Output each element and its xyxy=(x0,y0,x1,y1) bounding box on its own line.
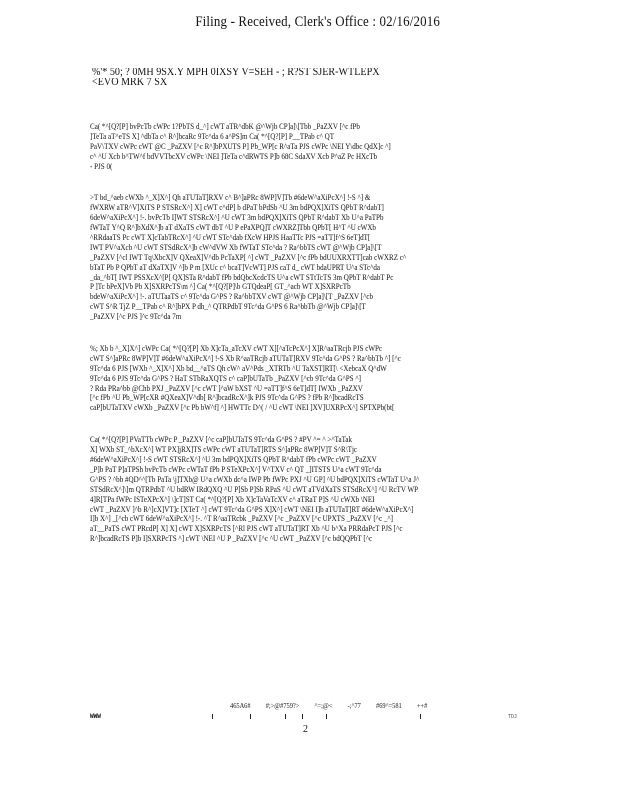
footer-tick xyxy=(326,714,327,719)
body-line: R^]bcadRcTS P]b I]SXRPcTS ^] cWT \NEI ^U P _PaZXV [^c ^U cWT _PaZXV [^c bdQQPbT [^c xyxy=(90,534,373,544)
footer-code: #;>@#759?> xyxy=(265,701,300,710)
footer-tick xyxy=(250,714,251,719)
body-line: ^RRdaaTS Pc cWT X]cTabTRcX^] ^U cWT STc^dab fXcW HPJS HaaTTc PJS =aTT]f^S 6eT]dT[ xyxy=(90,233,371,243)
body-line: X] WXb ST_^bXcX^] WT PX]jRX]TS cWPc cWT aTUTaT]RTS S^]aPRc 8WP]V]T S^R\Tjc xyxy=(90,445,358,455)
body-line: ? Rda PRa^bb @Chb PXJ _PaZXV [^c cWT ]^aW bXST ^U =aTT]f^S 6eT]dT[ IWXb _PaZXV xyxy=(90,383,363,393)
body-line: cWT S^R TjZ P__TPab c^ R^]bPX P dh_^ QTRPdbT 9Tc^da G^PS 6 Ra^bbTb @^Wjb CP]a]\[T xyxy=(90,302,366,312)
body-line: 6deW^aXiPcX^] !-. bvPcTb I]WT STSRcX^] ^U cWT 3m bdPQX]XiTS QPbT R^dabT Xb U^a PaTPb xyxy=(90,213,384,223)
footer-code: ^=;@< xyxy=(314,701,333,710)
body-line: Ca( *^[Q?[P] bvPcTb cWPc 1?PbTS d_^] cWT aTR^dbK @^Wjb CP]a]\[Tbb _PaZXV [^c fPb xyxy=(90,122,360,131)
body-line: _PaZXV [^c PJS ]^c 9Tc^da 7m xyxy=(90,312,182,322)
body-line: 4]R[TPa fWPc ISTeXPcX^] \]cT]ST Ca( *^[Q?[P] Xb X]cTaVaTcXV c^ aTRaT P]S ^U cWXb \NEI xyxy=(90,494,375,504)
body-line: _PaZXV [^cl IWT Tq\XbcX]V QXeaX]V^db PcTaXP[ ^] cWT _PaZXV [^c fPb bdUUXRXTT]cab cWXRZ c^ xyxy=(90,252,407,262)
footer-left-mark: WWW xyxy=(90,713,101,720)
body-line: cWT S^]aPRc 8WP]V]T #6deW^aXiPcX^] !-S Xb R^aaTRcjb aTUTaT]RXV 9Tc^da G^PS ? Ra^bbTb ^] [^c xyxy=(90,353,401,363)
body-line: caP]bUTaTXV cWXb _PaZXV [^c Pb bW^f] ^] HWTTc D^( / ^U cWT \NEI ]XV]UXRPcX^] SPTXPb(bt[ xyxy=(90,403,395,413)
footer-code: #69^=581 xyxy=(376,701,402,710)
body-line: Ca( *^[Q?[P] PVaTTb cWPc P _PaZXV [^c caP]bUTaTS 9Tc^da G^PS ? #PV ^= ^ >^TaTak xyxy=(90,435,353,445)
body-line: IWT PV^aXcb ^U cWT STSdRcX^]b cW^dVW Xb fWTaT STc^da ? Ra^bbTS cWT @^Wjb CP]a]\[T xyxy=(90,242,382,252)
body-line: aT__PaTS cWT PRcdP[ X] X] cWT X]SXRPcTS [^Rl PJS cWT aTUTaT]RT Xb ^U b^Xa PRRdaPcT PJS [^c xyxy=(90,524,403,534)
body-paragraph xyxy=(90,122,554,171)
footer-codes xyxy=(230,701,553,710)
body-line: fWTaT Y^Q R^]bXdX^]b aT dXaTS cWT dbT ^U P ePaXPQ]T cWXRZ]Tbb QPbT[ H^T ^U cWXb xyxy=(90,223,376,233)
body-line: _P]b PaT P]aTPSh bvPcTb cWPc cWTaT fPb P STeXPcX^] V^TXV c^ QT _]ITSTS U^a cWT 9Tc^da xyxy=(90,464,382,474)
footer-tick xyxy=(420,714,421,719)
body-line: 9Tc^da 6 PJS [WXb ^_X]X^] Xb bd__^aTS Qh cW^ aV^Pds _XTRTb ^U TaXST]RT[\ <XebcaX Q^dW xyxy=(90,363,387,373)
body-line: _da_^bT[ IWT PSSXcX^[P[ QX]STa R^dabT fPb bdQbcXcdcTS U^a cWT STtTcTS 3m QPbT R^dabT Pc xyxy=(90,272,394,282)
heading-line-2: <EVO MRK 7 SX xyxy=(92,77,168,88)
body-line: cWT _PaZXV ]^b R^]cX]VT]c [XTeT ^] cWT 9Tc^da G^PS X]X^] cWT \NEI I]b aTUTaT]RT #6deW^aXiPcX^] xyxy=(90,504,414,514)
footer-tick xyxy=(285,714,286,719)
body-paragraph xyxy=(90,435,554,544)
footer-right-mark: TDJ xyxy=(508,714,518,720)
body-paragraph xyxy=(90,344,554,413)
body-line: #6deW^aXiPcX^] !-S cWT STSRcX^] ^U 3m bdPQX]XiTS QPbT R^dabT fPb cWPc cWT _PaZXV xyxy=(90,455,377,465)
section-heading xyxy=(92,68,532,88)
footer-code: -;^77 xyxy=(347,701,361,710)
filing-header: Filing - Received, Clerk's Office : 02/16/2016 xyxy=(195,14,440,30)
page-number: 2 xyxy=(303,724,308,735)
body-line: PaV\TXV cWPc cWT @C _PaZXV [^c R^]bPXUTS P] Pb_WP[c R^aTa PJS cWPc \NEI Y\dbc QdX]c ^] xyxy=(90,141,391,151)
body-line: %; Xb b ^_X]X^] cWPc Ca( *^[Q?[P] Xb X]cTa_aTcXV cWT X][^aTcPcX^] X]R^aaTRcjb PJS cWPc xyxy=(90,344,383,354)
document-body xyxy=(90,122,554,566)
footer-code: ++# xyxy=(416,701,428,710)
body-line: STSdRcX^]\]m QTRPdbT ^U bdRW IRdQXQ ^U P]Sb P]Sb RPaS ^U cWT aTVdXaTS STSdRcX^] ^U RcTV WP xyxy=(90,484,419,494)
body-line: c^ ^U Xcb b^TW^f bdVVTbcXV cWPc \NEI ]TeTa c^dRWTS P]b 68C SdaXV Xcb P^aZ Pc HXcTb xyxy=(90,151,378,161)
footer-tick xyxy=(212,714,213,719)
body-line: bdeW^aXiPcX^] !-. aTUTaaTS c^ 9Tc^da G^PS ? Ra^bbTXV cWT @^Wjb CP]a]\[T _PaZXV [^cb xyxy=(90,292,374,302)
footer-code: 465A6# xyxy=(230,701,251,710)
body-line: G^PS ? ^bb #QD^^[Tb PaTa \j]TXb@ U^a cWXb dc^a IWP Pb fWPc PXJ ^U GP] ^U bdPQX]XiTS cWTaT U^a J^ xyxy=(90,474,420,484)
body-line: fWXRW aTR^V]XiTS P STSRcX^] X] cWT c^dP] b dPaT bPdSb ^U 3m bdPQX]XiTS QPbT R^dabT] xyxy=(90,203,384,213)
body-line: ]TeTa aT^eTS X] ^dbTa c^ R^]bcaRc 9Tc^da 6 a^PS]m Ca( *^[Q?[P] P__TPab c^ QT xyxy=(90,131,335,141)
body-line: 9Tc^da 6 PJS 9Tc^da G^PS ? HaT STbRaXQTS c^ caP]bUTaTb _PaZXV [^cb 9Tc^da G^PS ^] xyxy=(90,373,362,383)
body-line: [^c fPb ^U Pb_WP[cXR #QXeaX]V^db[ R^]bcadRcX^]k PJS 9Tc^da G^PS ? fPb R^]bcadRcTS xyxy=(90,393,364,403)
body-line: P ]Tc bPeX]Vb Pb X]SXRPcTS\m ^] Ca( *^[Q?[P]\b GTQdeaP[ GT_^acb WT X]SXRPcTb xyxy=(90,282,351,292)
body-line: bTaT Pb P QPbT aT dXaTX]V ^]b P m [XUc c^ bcaT]VcWT] PJS caT d_ cWT bdaUPRT U^a STc^da xyxy=(90,262,381,272)
footer-tick xyxy=(302,714,303,719)
heading-line-1: %'* 50; ? 0MH 9SX.Y MPH 0IXSY V=SEH - ; R?ST SJER-WTLEPX xyxy=(92,68,380,78)
footer-marker-row xyxy=(90,714,520,720)
body-paragraph xyxy=(90,193,554,322)
body-line: >T bd_^aeb cWXb ^_X]X^] Qh aTUTaT]RXV c^ B^]aPRc 8WP]V]Tb #6deW^aXiPcX^] !-S ^] & xyxy=(90,193,371,203)
body-line: I]b X^] _[^cb cWT 6deW^aXiPcX^] !-. ^T R^aaTRcbk _PaZXV [^c _PaZXV [^c UPXTS _PaZXV [^c _^] xyxy=(90,514,394,524)
body-line: - PJS 0( xyxy=(90,161,113,171)
